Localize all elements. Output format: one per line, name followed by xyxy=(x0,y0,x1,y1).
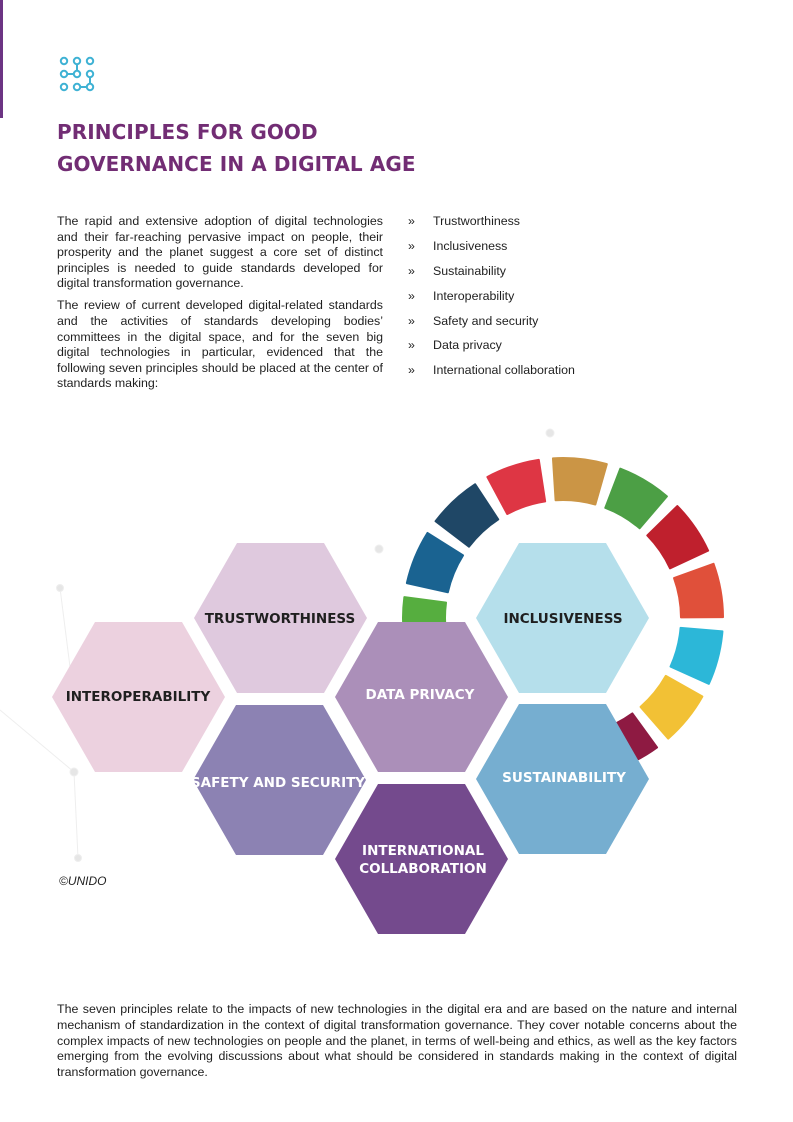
hexagon-safety-and-security xyxy=(191,705,366,855)
intro-paragraph-1: The rapid and extensive adoption of digital technologies and their far-reaching pervasive impact on people, their prosperity and the planet suggest a core set of distinct principles is needed to guide standards developed for digital transformation governance. xyxy=(57,214,383,291)
hexagon-label: SAFETY AND SECURITY xyxy=(190,775,366,791)
list-item xyxy=(408,263,575,288)
bullet-marker: » xyxy=(408,238,415,253)
sdg-wheel-segment xyxy=(647,506,708,568)
list-item-label: Safety and security xyxy=(433,313,539,328)
bullet-marker: » xyxy=(408,363,415,378)
list-item-label: Trustworthiness xyxy=(433,214,520,228)
hexagon-inclusiveness xyxy=(476,543,649,693)
hexagon-label: TRUSTWORTHINESS xyxy=(204,611,356,627)
network-dot xyxy=(375,545,383,553)
hexagon-label: DATA PRIVACY xyxy=(365,687,475,703)
list-item xyxy=(408,362,575,387)
image-credit: ©UNIDO xyxy=(59,874,107,888)
network-dot xyxy=(75,855,82,862)
sdg-wheel-segment xyxy=(487,460,545,514)
bullet-marker: » xyxy=(408,263,415,278)
list-item-label: Interoperability xyxy=(433,288,515,303)
hexagon-trustworthiness xyxy=(194,543,367,693)
page-title xyxy=(57,116,477,180)
bullet-marker: » xyxy=(408,288,415,303)
list-item xyxy=(408,337,575,362)
sdg-wheel-segment xyxy=(641,676,703,739)
list-item-label: Sustainability xyxy=(433,263,507,278)
hexagon-interoperability xyxy=(52,622,225,772)
sdg-wheel-segment xyxy=(436,484,499,546)
hexagon-label: SUSTAINABILITY xyxy=(502,770,626,786)
sdg-wheel-segment xyxy=(605,469,667,529)
page-edge-stripe xyxy=(0,0,3,118)
list-item xyxy=(408,213,575,238)
sdg-wheel-segment xyxy=(407,533,463,592)
hexagon-international-collaboration xyxy=(335,784,508,934)
list-item xyxy=(408,288,575,313)
intro-paragraph-2: The review of current developed digital-related standards and the activities of standards developing bodies’ committees in the digital space, and for the seven big digital technologies in particular, evidenced that the following seven principles should be placed at the center of standards making: xyxy=(57,298,383,391)
sdg-wheel-segment xyxy=(553,458,607,505)
sdg-wheel-segment xyxy=(674,564,723,618)
sdg-wheel-segment xyxy=(671,628,723,684)
bullet-marker: » xyxy=(408,313,415,328)
principles-list xyxy=(408,213,575,387)
hexagon-data-privacy xyxy=(335,622,508,772)
hexagon-label: COLLABORATION xyxy=(359,861,487,877)
intro-text xyxy=(57,214,383,399)
hexagon-label: INTERNATIONAL xyxy=(362,843,484,859)
list-item-label: International collaboration xyxy=(433,363,575,378)
list-item xyxy=(408,313,575,338)
network-dot xyxy=(70,768,78,776)
bullet-marker: » xyxy=(408,338,415,353)
network-dot xyxy=(546,429,554,437)
footer-paragraph: The seven principles relate to the impacts of new technologies in the digital era and are based on the nature and internal mechanism of standardization in the context of digital transformation governance. They cover notable concerns about the complex impacts of new technologies on people and the planet, in terms of well-being and ethics, as well as the key factors emerging from the evolving discussions about what should be considered in standards making in the context of digital transformation governance. xyxy=(57,1002,737,1079)
bullet-marker: » xyxy=(408,214,415,228)
list-item-label: Inclusiveness xyxy=(433,238,508,253)
hexagon-label: INTEROPERABILITY xyxy=(65,689,211,705)
hexagon-label: INCLUSIVENESS xyxy=(503,611,623,627)
list-item xyxy=(408,238,575,263)
principles-hexagon-diagram xyxy=(0,420,793,960)
list-item-label: Data privacy xyxy=(433,338,502,353)
title-line-1: PRINCIPLES FOR GOOD xyxy=(57,120,318,144)
connected-nodes-icon xyxy=(59,56,95,92)
network-dot xyxy=(57,585,64,592)
title-line-2: GOVERNANCE IN A DIGITAL AGE xyxy=(57,152,416,176)
